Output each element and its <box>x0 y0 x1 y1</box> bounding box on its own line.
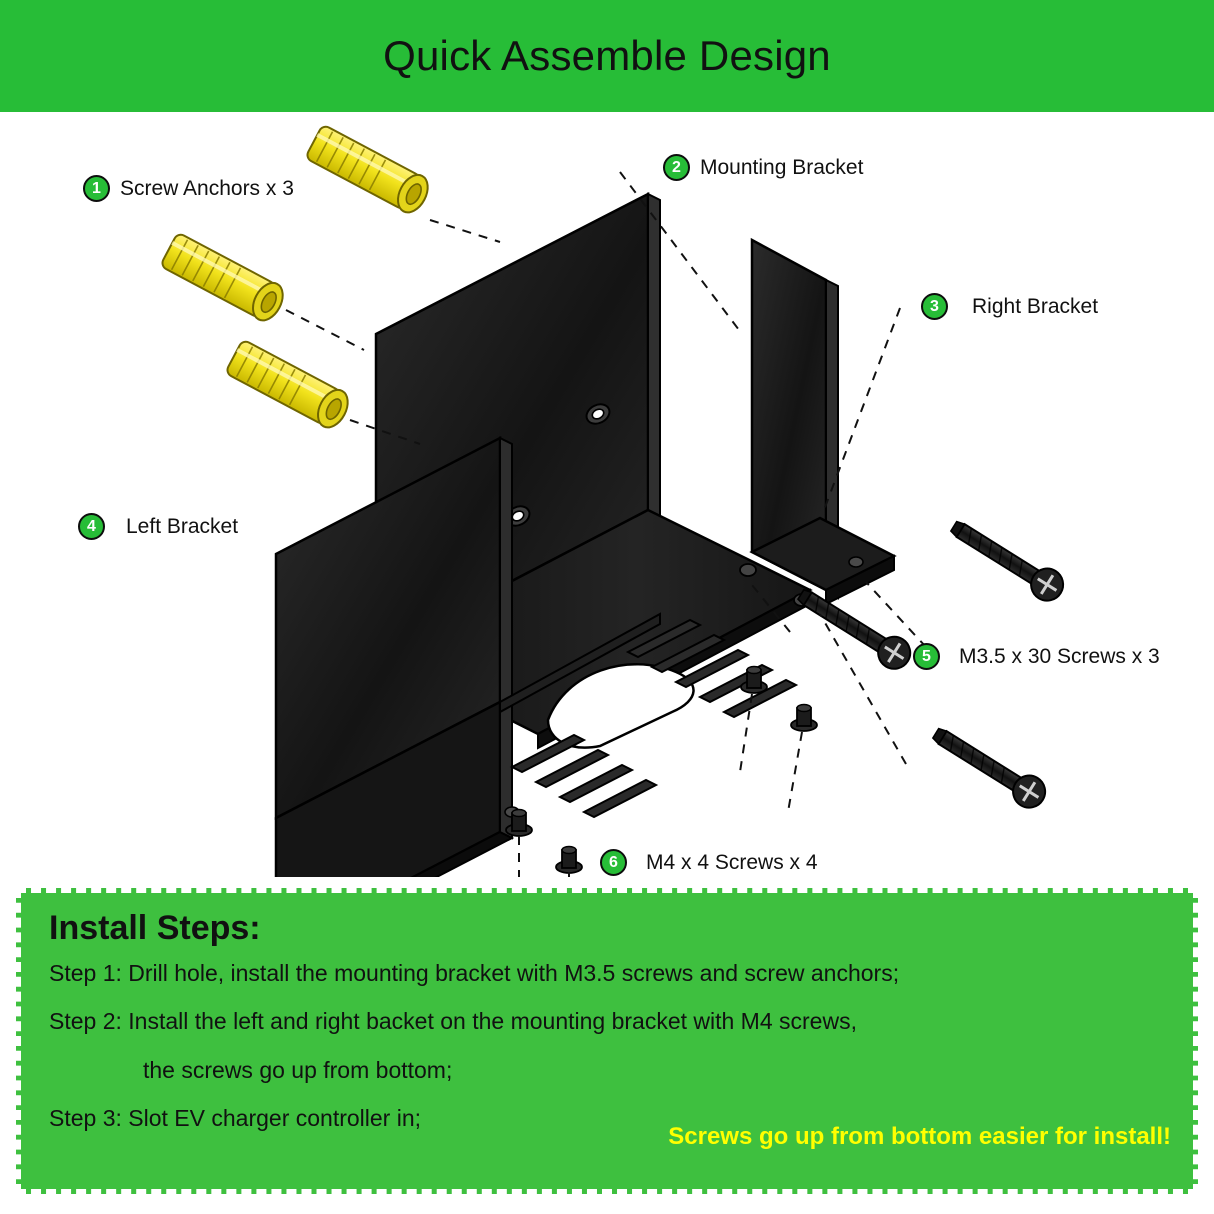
callout-badge-6: 6 <box>600 849 627 876</box>
callout-label-m3-5-screws: M3.5 x 30 Screws x 3 <box>959 644 1160 668</box>
m4-screw-graphic-4 <box>556 847 582 874</box>
m3-5-screw-graphic-1 <box>945 513 1069 607</box>
callout-6 <box>600 849 818 876</box>
callout-3 <box>921 293 1098 320</box>
m4-screw-graphic-2 <box>791 705 817 732</box>
callout-1 <box>83 175 294 202</box>
install-steps-panel <box>16 888 1198 1194</box>
callout-label-right-bracket: Right Bracket <box>972 294 1099 318</box>
m3-5-screw-graphic-3 <box>927 720 1051 814</box>
page-title: Quick Assemble Design <box>383 32 831 79</box>
header-banner <box>0 0 1214 112</box>
install-step-2: Step 2: Install the left and right backet on the mounting bracket with M4 screws, <box>49 1008 857 1035</box>
install-step-2-continued: the screws go up from bottom; <box>143 1056 453 1083</box>
install-step-1: Step 1: Drill hole, install the mounting bracket with M3.5 screws and screw anchors; <box>49 960 900 986</box>
callout-badge-2: 2 <box>663 154 690 181</box>
right-bracket-graphic <box>752 240 894 604</box>
install-step-3: Step 3: Slot EV charger controller in; <box>49 1105 422 1132</box>
screw-anchor-graphic-1 <box>305 123 434 217</box>
screw-anchor-graphic-3 <box>225 338 354 432</box>
callout-label-mounting-bracket: Mounting Bracket <box>700 155 864 179</box>
callout-badge-3: 3 <box>921 293 948 320</box>
callout-2 <box>663 154 863 181</box>
callout-label-left-bracket: Left Bracket <box>126 514 239 538</box>
m3-5-screw-graphic-2 <box>792 581 916 675</box>
callout-label-screw-anchors: Screw Anchors x 3 <box>120 176 294 200</box>
callout-label-m4-screws: M4 x 4 Screws x 4 <box>646 850 818 874</box>
screw-anchor-graphic-2 <box>160 231 289 325</box>
callout-badge-5: 5 <box>913 643 940 670</box>
callout-badge-1: 1 <box>83 175 110 202</box>
exploded-view-diagram <box>0 112 1214 877</box>
callout-5 <box>913 643 1160 670</box>
callout-4 <box>78 513 238 540</box>
install-tip-highlight: Screws go up from bottom easier for install! <box>668 1123 1171 1150</box>
install-steps-title: Install Steps: <box>49 909 261 947</box>
callout-badge-4: 4 <box>78 513 105 540</box>
